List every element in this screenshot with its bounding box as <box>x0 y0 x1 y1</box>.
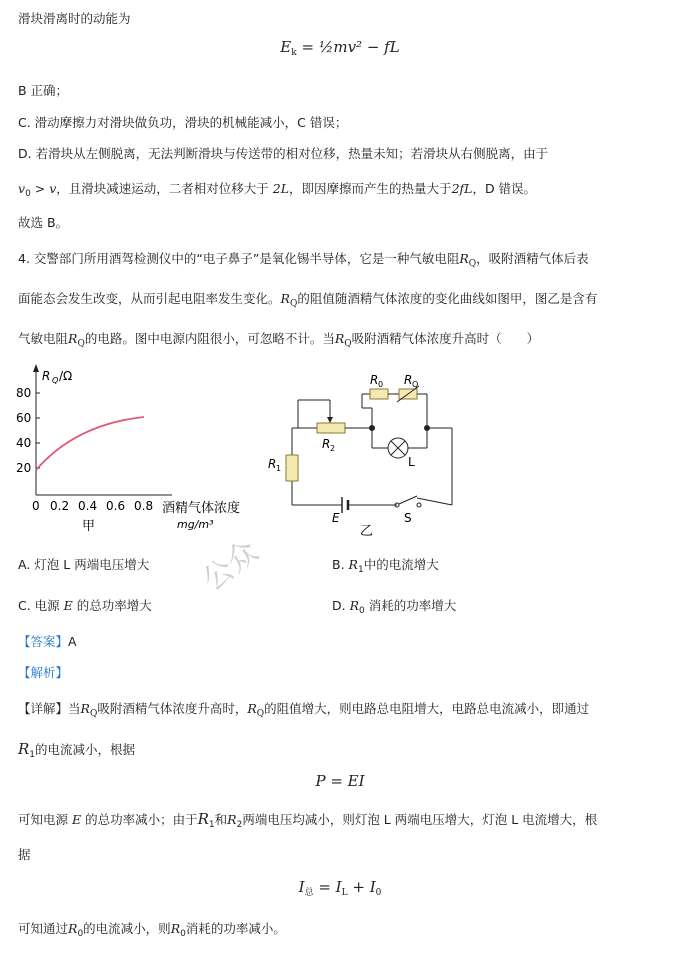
y-axis-label: R <box>42 369 51 383</box>
x-tick: 0 <box>32 499 40 513</box>
resistance-curve <box>36 417 144 470</box>
y-axis-unit: /Ω <box>59 369 73 383</box>
detail-line: 可知电源 E 的总功率减小；由于$R_1$和$R_2$两端电压均减小，则灯泡 L 两端电压增大，灯泡 L 电流增大，根 <box>18 810 598 830</box>
detail-line: 据 <box>18 847 31 862</box>
option-a: A. 灯泡 L 两端电压增大 <box>18 557 150 572</box>
option-d: D. $R_0$ 消耗的功率增大 <box>332 598 457 616</box>
r1-label: R <box>268 457 277 471</box>
x-axis-unit: mg/m³ <box>177 518 214 531</box>
r2-label: R <box>322 437 331 451</box>
circuit-caption: 乙 <box>360 524 374 539</box>
x-tick: 0.8 <box>134 499 154 513</box>
graph-caption: 甲 <box>82 519 96 534</box>
formula-i: $I_总 = I_L + I_0$ <box>298 878 382 898</box>
option-c: C. 电源 E 的总功率增大 <box>18 598 152 613</box>
text-line: $v_0 > v$，且滑块减速运动，二者相对位移大于 2L，即因摩擦而产生的热量大于2fL，D 错误。 <box>18 181 537 199</box>
text-line: 故选 B。 <box>18 215 69 230</box>
x-tick: 0.4 <box>78 499 98 513</box>
switch-label: S <box>404 511 412 525</box>
r0-label: R <box>370 373 379 387</box>
text-line: B 正确； <box>18 83 69 98</box>
graph-jia <box>12 360 262 540</box>
formula-ek: $E_k$ = ½mv² − fL <box>280 38 400 58</box>
r2-sub: 2 <box>330 444 336 453</box>
x-tick: 0.6 <box>106 499 126 513</box>
formula-p: P = EI <box>315 772 365 790</box>
question-text: 面能态会发生改变，从而引起电阻率发生变化。$R_Q$的阻值随酒精气体浓度的变化曲线如图甲，图乙是含有 <box>18 291 598 309</box>
analysis-label: 【解析】 <box>18 665 69 680</box>
y-tick: 60 <box>16 411 32 425</box>
detail-line: 【详解】当$R_Q$吸附酒精气体浓度升高时，$R_Q$的阻值增大，则电路总电阻增大，电路总电流减小，即通过 <box>18 701 590 719</box>
answer: 【答案】A <box>18 634 77 649</box>
lamp-label: L <box>408 455 415 469</box>
text-line: 滑块滑离时的动能为 <box>18 11 131 26</box>
rq-sub: Q <box>412 380 419 389</box>
question-text: 4. 交警部门所用酒驾检测仪中的“电子鼻子”是氧化锡半导体，它是一种气敏电阻$R_Q$，吸附酒精气体后表 <box>18 251 589 269</box>
y-axis-sub: Q <box>52 376 59 385</box>
option-b: B. $R_1$中的电流增大 <box>332 557 439 575</box>
y-tick: 80 <box>16 386 32 400</box>
y-tick: 20 <box>16 461 32 475</box>
x-axis-label: 酒精气体浓度 <box>162 501 241 516</box>
text-line: D. 若滑块从左侧脱离，无法判断滑块与传送带的相对位移，热量未知；若滑块从右侧脱离，由于 <box>18 146 549 161</box>
r0-sub: 0 <box>378 380 384 389</box>
watermark: 公众 <box>196 533 265 599</box>
text-line: C. 滑动摩擦力对滑块做负功，滑块的机械能减小，C 错误； <box>18 115 348 130</box>
detail-line: 可知通过$R_0$的电流减小，则$R_0$消耗的功率减小。 <box>18 921 286 939</box>
battery-label: E <box>332 511 340 525</box>
detail-line: $R_1$的电流减小，根据 <box>18 740 136 760</box>
y-tick: 40 <box>16 436 32 450</box>
r1-sub: 1 <box>276 464 282 473</box>
x-tick: 0.2 <box>50 499 70 513</box>
rq-label: R <box>404 373 413 387</box>
question-text: 气敏电阻$R_Q$的电路。图中电源内阻很小，可忽略不计。当$R_Q$吸附酒精气体浓度升高时（ ） <box>18 331 540 349</box>
